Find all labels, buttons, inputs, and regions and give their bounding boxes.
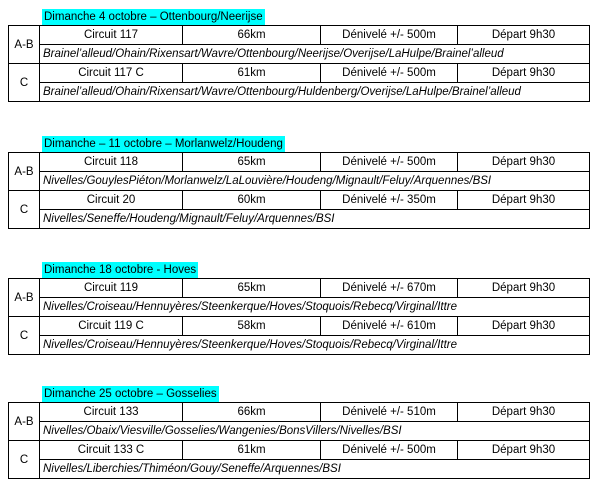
circuit-name: Circuit 117 C — [40, 64, 183, 83]
route-text: Nivelles/Croiseau/Hennuyères/Steenkerque/Hoves/Stoquois/Rebecq/Virginal/Ittre — [40, 298, 590, 317]
elevation: Dénivelé +/- 510m — [321, 403, 458, 422]
group-label: A-B — [9, 26, 40, 64]
route-text: Nivelles/Croiseau/Hennuyères/Steenkerque/Hoves/Stoquois/Rebecq/Virginal/Ittre — [40, 336, 590, 355]
table-row — [9, 279, 590, 298]
table-row — [9, 298, 590, 317]
elevation: Dénivelé +/- 500m — [321, 441, 458, 460]
table-row — [9, 172, 590, 191]
table-row — [9, 191, 590, 210]
table-row — [9, 336, 590, 355]
group-label: C — [9, 191, 40, 229]
group-label: C — [9, 441, 40, 479]
departure-time: Départ 9h30 — [458, 403, 590, 422]
schedule-table — [8, 152, 590, 229]
route-text: Nivelles/GouylesPiéton/Morlanwelz/LaLouvière/Houdeng/Mignault/Feluy/Arquennes/BSI — [40, 172, 590, 191]
table-row — [9, 210, 590, 229]
distance: 65km — [183, 279, 321, 298]
circuit-name: Circuit 20 — [40, 191, 183, 210]
route-text: Brainel’alleud/Ohain/Rixensart/Wavre/Ottenbourg/Huldenberg/Overijse/LaHulpe/Brainel’alleud — [40, 83, 590, 102]
departure-time: Départ 9h30 — [458, 26, 590, 45]
table-row — [9, 64, 590, 83]
table-row — [9, 26, 590, 45]
group-label: A-B — [9, 403, 40, 441]
departure-time: Départ 9h30 — [458, 317, 590, 336]
route-text: Nivelles/Seneffe/Houdeng/Mignault/Feluy/Arquennes/BSI — [40, 210, 590, 229]
table-row — [9, 403, 590, 422]
section-heading: Dimanche 4 octobre – Ottenbourg/Neerijse — [44, 11, 263, 23]
distance: 66km — [183, 26, 321, 45]
departure-time: Départ 9h30 — [458, 441, 590, 460]
distance: 61km — [183, 64, 321, 83]
circuit-name: Circuit 133 — [40, 403, 183, 422]
circuit-name: Circuit 117 — [40, 26, 183, 45]
table-row — [9, 317, 590, 336]
departure-time: Départ 9h30 — [458, 64, 590, 83]
section-heading: Dimanche – 11 octobre – Morlanwelz/Houdeng — [44, 138, 283, 150]
section-heading: Dimanche 25 octobre – Gosselies — [44, 388, 217, 400]
elevation: Dénivelé +/- 670m — [321, 279, 458, 298]
table-row — [9, 45, 590, 64]
schedule-table — [8, 402, 590, 479]
section-heading: Dimanche 18 octobre - Hoves — [44, 264, 197, 276]
table-row — [9, 441, 590, 460]
distance: 58km — [183, 317, 321, 336]
route-text: Nivelles/Obaix/Viesville/Gosselies/Wangenies/BonsVillers/Nivelles/BSI — [40, 422, 590, 441]
elevation: Dénivelé +/- 610m — [321, 317, 458, 336]
distance: 66km — [183, 403, 321, 422]
group-label: C — [9, 317, 40, 355]
circuit-name: Circuit 133 C — [40, 441, 183, 460]
elevation: Dénivelé +/- 500m — [321, 64, 458, 83]
distance: 61km — [183, 441, 321, 460]
circuit-name: Circuit 118 — [40, 153, 183, 172]
table-row — [9, 153, 590, 172]
distance: 65km — [183, 153, 321, 172]
table-row — [9, 83, 590, 102]
group-label: A-B — [9, 279, 40, 317]
departure-time: Départ 9h30 — [458, 191, 590, 210]
route-text: Brainel’alleud/Ohain/Rixensart/Wavre/Ottenbourg/Neerijse/Overijse/LaHulpe/Brainel’alleud — [40, 45, 590, 64]
schedule-table — [8, 278, 590, 355]
table-row — [9, 422, 590, 441]
elevation: Dénivelé +/- 350m — [321, 191, 458, 210]
circuit-name: Circuit 119 — [40, 279, 183, 298]
table-row — [9, 460, 590, 479]
route-text: Nivelles/Liberchies/Thiméon/Gouy/Seneffe/Arquennes/BSI — [40, 460, 590, 479]
schedule-table — [8, 25, 590, 102]
elevation: Dénivelé +/- 500m — [321, 153, 458, 172]
elevation: Dénivelé +/- 500m — [321, 26, 458, 45]
departure-time: Départ 9h30 — [458, 153, 590, 172]
circuit-name: Circuit 119 C — [40, 317, 183, 336]
departure-time: Départ 9h30 — [458, 279, 590, 298]
distance: 60km — [183, 191, 321, 210]
group-label: A-B — [9, 153, 40, 191]
group-label: C — [9, 64, 40, 102]
